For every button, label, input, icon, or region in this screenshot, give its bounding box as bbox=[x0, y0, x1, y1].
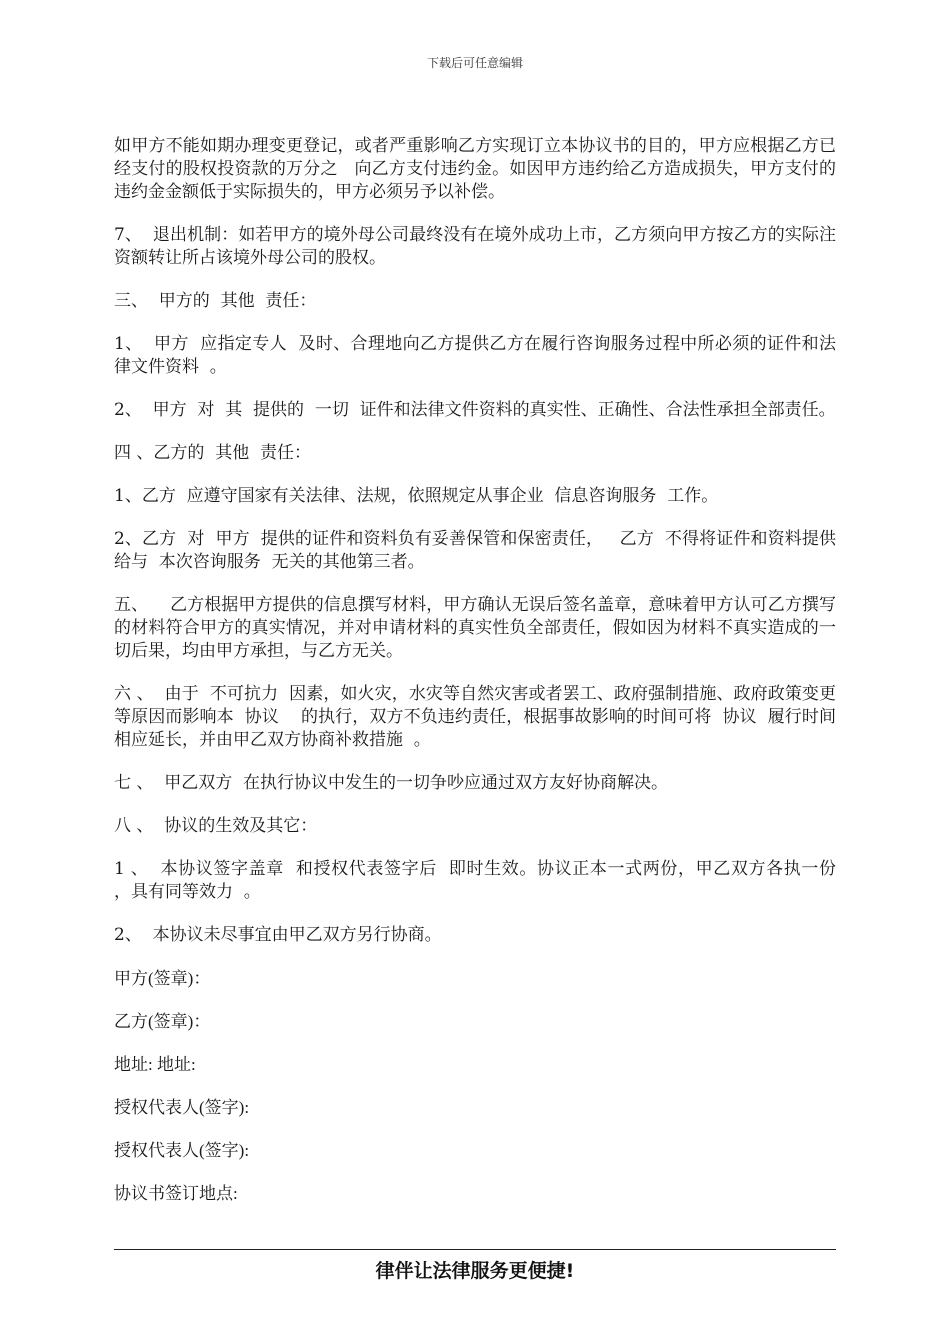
paragraph-party-b-duty-1: 1、乙方 应遵守国家有关法律、法规，依照规定从事企业 信息咨询服务 工作。 bbox=[114, 486, 719, 506]
paragraph-force-majeure: 六 、 由于 不可抗力 因素，如火灾，水灾等自然灾害或者罢工、政府强制措施、政府政策变更等原因而影响本 协议 的执行，双方不负违约责任，根据事故影响的时间可将 协议 履行时间相应延长，并由甲乙双方协商补救措施 。 bbox=[114, 684, 836, 750]
footer-slogan: 律伴让法律服务更便捷! bbox=[375, 1260, 575, 1282]
paragraph-exit-mechanism: 7、 退出机制：如若甲方的境外母公司最终没有在境外成功上市，乙方须向甲方按乙方的实际注资额转让所占该境外母公司的股权。 bbox=[114, 225, 836, 268]
section-heading-party-b-duties: 四 、乙方的 其他 责任： bbox=[114, 443, 312, 463]
header-note: 下载后可任意编辑 bbox=[426, 56, 523, 70]
paragraph-breach-penalty: 如甲方不能如期办理变更登记，或者严重影响乙方实现订立本协议书的目的，甲方应根据乙方已经支付的股权投资款的万分之 向乙方支付违约金。如因甲方违约给乙方造成损失，甲方支付的违约金金额低于实际损失的，甲方必须另予以补偿。 bbox=[114, 136, 836, 202]
signature-party-a: 甲方(签章)： bbox=[114, 969, 211, 988]
footer-divider bbox=[114, 1249, 836, 1250]
document-body bbox=[114, 135, 847, 1205]
paragraph-party-b-duty-2: 2、乙方 对 甲方 提供的证件和资料负有妥善保管和保密责任， 乙方 不得将证件和资料提供给与 本次咨询服务 无关的其他第三者。 bbox=[114, 529, 836, 572]
signing-location: 协议书签订地点: bbox=[114, 1184, 238, 1203]
address-line: 地址: 地址: bbox=[114, 1055, 196, 1074]
paragraph-effectiveness-1: 1 、 本协议签字盖章 和授权代表签字后 即时生效。协议正本一式两份，甲乙双方各执一份 ，具有同等效力 。 bbox=[114, 859, 847, 902]
section-heading-effectiveness: 八 、 协议的生效及其它： bbox=[114, 816, 318, 836]
signature-party-b: 乙方(签章)： bbox=[114, 1012, 211, 1031]
paragraph-dispute-resolution: 七 、 甲乙双方 在执行协议中发生的一切争吵应通过双方友好协商解决。 bbox=[114, 773, 669, 793]
section-heading-party-a-duties: 三、 甲方的 其他 责任： bbox=[114, 291, 317, 311]
authorized-rep-signature-1: 授权代表人(签字): bbox=[114, 1098, 250, 1117]
paragraph-party-a-duty-1: 1、 甲方 应指定专人 及时、合理地向乙方提供乙方在履行咨询服务过程中所必须的证件和法律文件资料 。 bbox=[114, 334, 836, 377]
paragraph-party-a-duty-2: 2、 甲方 对 其 提供的 一切 证件和法律文件资料的真实性、正确性、合法性承担全部责任。 bbox=[114, 400, 836, 420]
authorized-rep-signature-2: 授权代表人(签字): bbox=[114, 1141, 250, 1160]
paragraph-section-five: 五、 乙方根据甲方提供的信息撰写材料，甲方确认无误后签名盖章，意味着甲方认可乙方撰写的材料符合甲方的真实情况，并对申请材料的真实性负全部责任，假如因为材料不真实造成的一切后果，均由甲方承担，与乙方无关。 bbox=[114, 595, 836, 661]
paragraph-effectiveness-2: 2、 本协议未尽事宜由甲乙双方另行协商。 bbox=[114, 925, 442, 945]
